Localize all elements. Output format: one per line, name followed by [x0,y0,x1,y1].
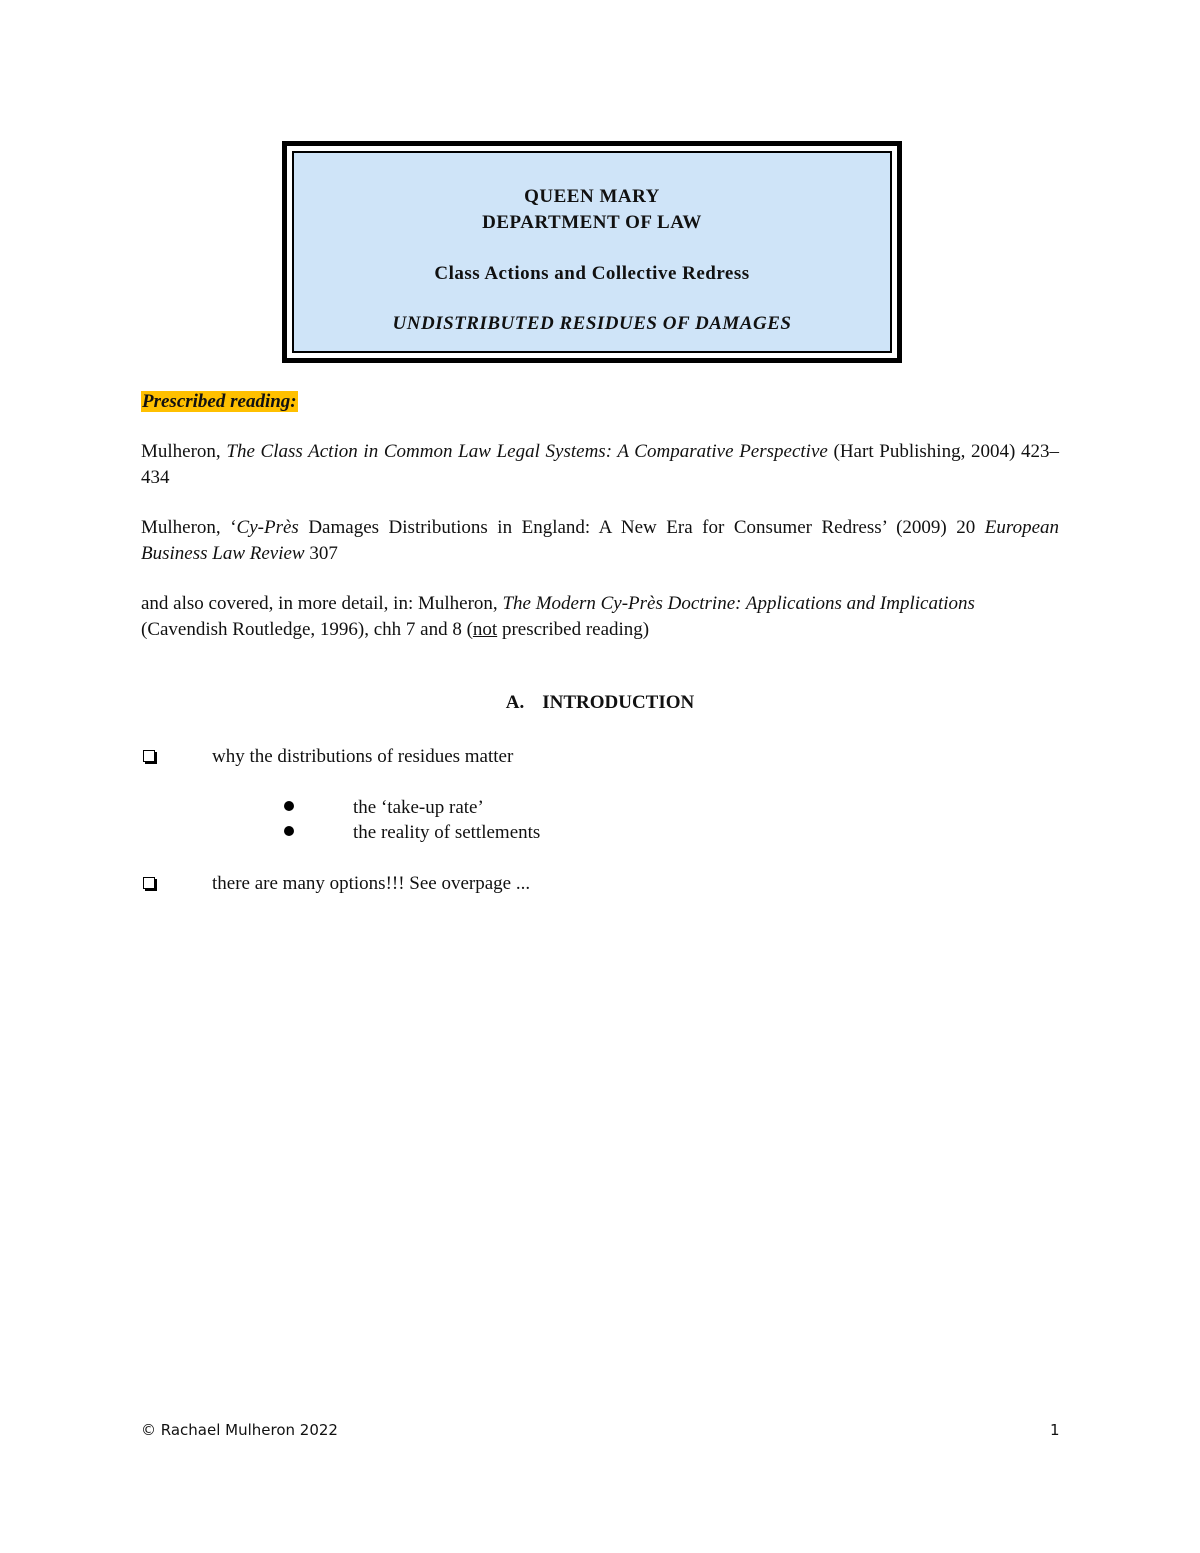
section-letter: A. [505,692,525,713]
checkbox-bullet-icon [143,877,155,889]
ref2-pre: Mulheron, ‘ [141,517,237,538]
ref2-end: 307 [304,543,338,564]
reference-1 [141,439,1059,491]
ref1-rest: (Hart Publishing, 2004) 423–434 [141,441,1060,488]
ref3-underlined: not [472,619,498,640]
title-box [282,141,902,363]
ref3-end: prescribed reading) [497,619,650,640]
prescribed-reading-heading-row [141,389,1059,415]
ref3-mid: (Cavendish Routledge, 1996), chh 7 and 8 ( [141,619,473,640]
institution-name: QUEEN MARY [524,186,660,207]
ref3-pre: and also covered, in more detail, in: Mulheron, [141,593,503,614]
reference-2 [141,515,1059,567]
section-heading [0,692,1200,714]
footer-copyright: © Rachael Mulheron 2022 [141,1421,338,1439]
bullet-item-2: there are many options!!! See overpage ... [212,873,531,894]
ref1-author: Mulheron, [141,441,227,462]
prescribed-reading-heading: Prescribed reading: [142,391,297,412]
ref3-title: The Modern Cy-Près Doctrine: Applications and Implications [502,593,975,614]
page-number: 1 [1050,1421,1060,1439]
bullet-item-1: why the distributions of residues matter [212,746,514,767]
section-title: INTRODUCTION [542,692,695,713]
ref2-italic: Cy-Près [236,517,299,538]
reference-3 [141,591,1059,643]
department-name: DEPARTMENT OF LAW [482,212,702,233]
dot-bullet-icon [284,801,294,811]
dot-bullet-icon [284,826,294,836]
title-box-inner [292,151,892,353]
sub-bullet-2: the reality of settlements [353,822,541,843]
ref2-journal: European Business Law Review [141,517,1060,564]
ref2-mid: Damages Distributions in England: A New Era for Consumer Redress’ (2009) 20 [298,517,985,538]
ref1-title: The Class Action in Common Law Legal Systems: A Comparative Perspective [226,441,828,462]
course-title: Class Actions and Collective Redress [434,263,750,284]
checkbox-bullet-icon [143,750,155,762]
topic-title: UNDISTRIBUTED RESIDUES OF DAMAGES [392,313,792,334]
sub-bullet-1: the ‘take-up rate’ [353,797,484,818]
